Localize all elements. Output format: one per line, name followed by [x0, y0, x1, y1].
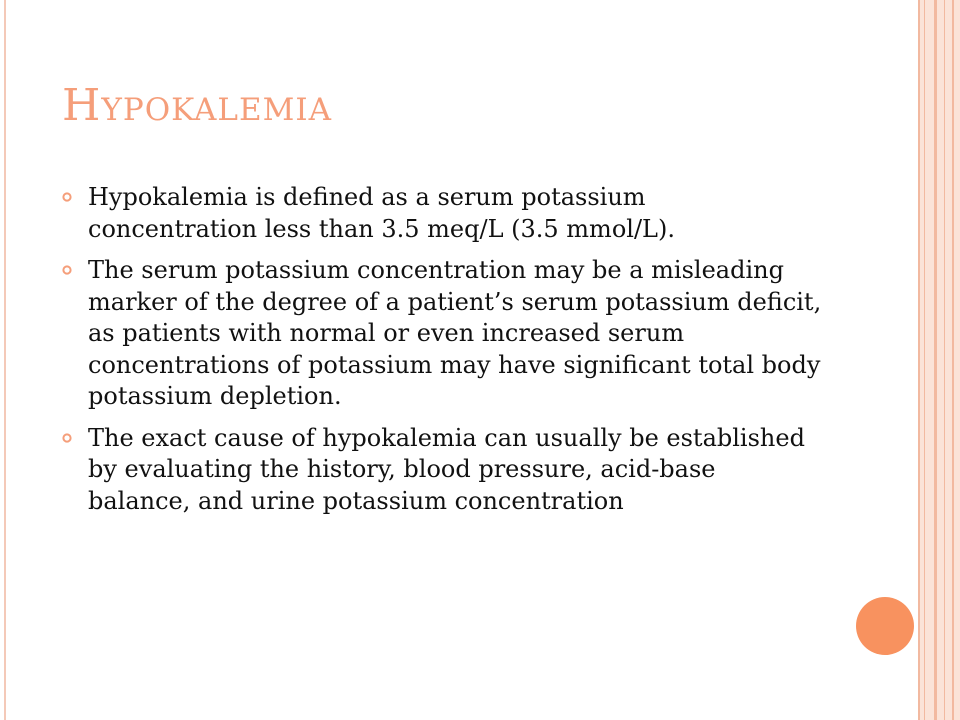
- right-frame-line: [944, 0, 945, 720]
- bullet-list: [62, 182, 822, 527]
- ring-bullet-icon: [62, 192, 72, 202]
- right-frame-line: [952, 0, 954, 720]
- ring-bullet-icon: [62, 433, 72, 443]
- accent-circle: [856, 597, 914, 655]
- slide-title: Hypokalemia: [62, 80, 332, 131]
- right-frame-line: [934, 0, 937, 720]
- bullet-item: [62, 255, 822, 413]
- bullet-item: [62, 182, 822, 245]
- bullet-text: Hypokalemia is defined as a serum potassium concentration less than 3.5 meq/L (3.5 mmol/L).: [88, 183, 675, 243]
- left-frame-line: [4, 0, 6, 720]
- right-frame-line: [924, 0, 925, 720]
- bullet-text: The serum potassium concentration may be a misleading marker of the degree of a patient’s serum potassium deficit, as patients with normal or even increased serum concentrations of potassium may have significant total body potassium depletion.: [88, 256, 822, 410]
- ring-bullet-icon: [62, 265, 72, 275]
- bullet-item: [62, 423, 822, 518]
- bullet-text: The exact cause of hypokalemia can usually be established by evaluating the history, blood pressure, acid-base balance, and urine potassium concentration: [88, 423, 805, 515]
- right-frame-line: [918, 0, 920, 720]
